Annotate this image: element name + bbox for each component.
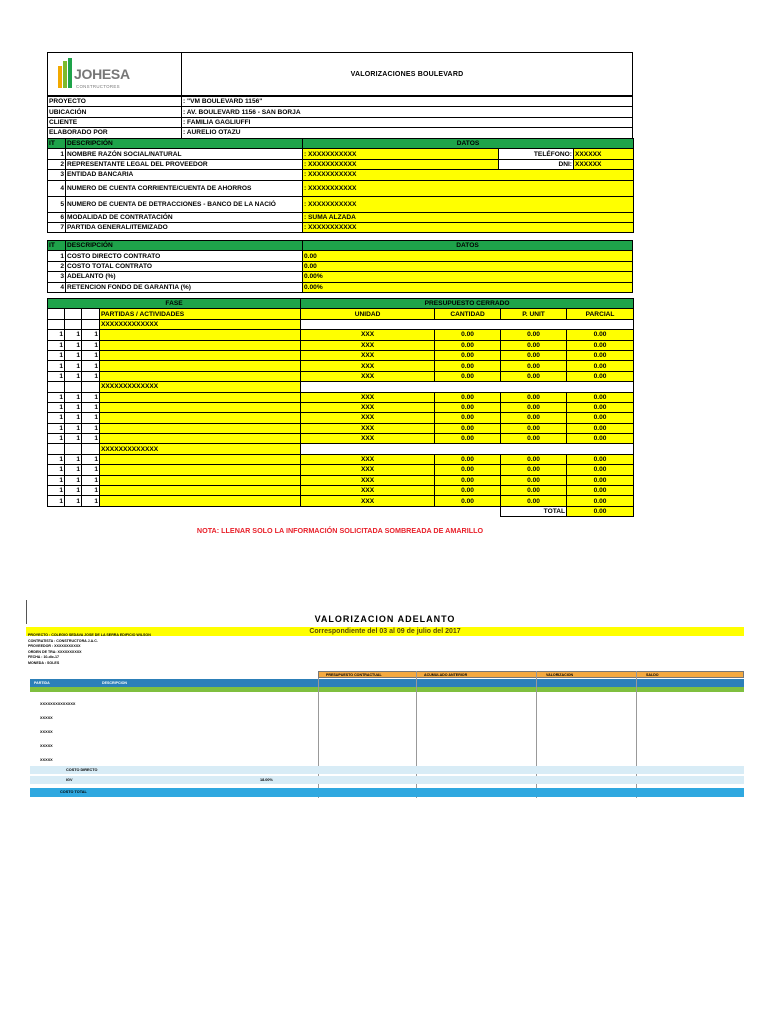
row-punit: 0.00 (501, 361, 567, 371)
row-unidad: XXX (301, 340, 435, 350)
report-title: VALORIZACIONES BOULEVARD (350, 71, 464, 78)
row-level-a: 1 (48, 465, 65, 475)
row-punit: 0.00 (501, 423, 567, 433)
contract-table (47, 240, 633, 293)
row-cantidad: 0.00 (435, 434, 501, 444)
summary-row-band (30, 776, 744, 784)
company-logo (48, 53, 182, 96)
row-level-b: 1 (65, 330, 82, 340)
group-header-label: PRESUPUESTO CONTRACTUAL (326, 673, 382, 677)
col-datos: DATOS (303, 241, 633, 251)
row-level-b: 1 (65, 340, 82, 350)
row-level-a: 1 (48, 434, 65, 444)
row-level-b: 1 (65, 454, 82, 464)
info-value: : AV. BOULEVARD 1156 - SAN BORJA (182, 107, 633, 117)
row-unidad: XXX (301, 465, 435, 475)
row-punit: 0.00 (501, 413, 567, 423)
group-header-label: ACUMULADO ANTERIOR (424, 673, 468, 677)
row-level-b: 1 (65, 434, 82, 444)
budget-group-row (48, 382, 634, 392)
row-level-c: 1 (82, 413, 100, 423)
sheet2-meta-line: ORDEN DE TRA: XXXXXXXXXX (28, 649, 82, 654)
row-level-a: 1 (48, 371, 65, 381)
row-parcial: 0.00 (567, 392, 634, 402)
provider-table (47, 138, 634, 233)
empty-cell (82, 309, 100, 319)
budget-row (48, 486, 634, 496)
row-value: 0.00% (303, 272, 633, 282)
row-extra-value: XXXXXX (574, 159, 634, 169)
empty-cell (65, 382, 82, 392)
row-description: COSTO TOTAL CONTRATO (66, 261, 303, 271)
row-level-c: 1 (82, 330, 100, 340)
sheet2-meta-line: PROVEEDOR : XXXXXXXXXXX (28, 644, 81, 649)
sheet2-meta-line: MONEDA : SOLES (28, 661, 60, 665)
sheet2-row-label: XXXXX (40, 744, 53, 748)
col-descripcion: DESCRIPCIÓN (66, 241, 303, 251)
empty-cell (48, 382, 65, 392)
row-partida (100, 330, 301, 340)
col-it: IT (48, 241, 66, 251)
row-partida (100, 434, 301, 444)
empty-cell (48, 444, 65, 454)
row-partida (100, 413, 301, 423)
row-level-a: 1 (48, 361, 65, 371)
row-partida (100, 361, 301, 371)
budget-row (48, 392, 634, 402)
summary-igv-value: 18.00% (260, 778, 273, 782)
row-partida (100, 465, 301, 475)
sheet2-row-label: XXXXX (40, 716, 53, 720)
contract-row (48, 251, 633, 261)
empty-cell (65, 319, 82, 329)
summary-costo-directo: COSTO DIRECTO (66, 768, 98, 772)
row-cantidad: 0.00 (435, 486, 501, 496)
row-unidad: XXX (301, 496, 435, 506)
row-description: NUMERO DE CUENTA DE DETRACCIONES - BANCO DE LA NACIÓ (66, 196, 303, 212)
row-cantidad: 0.00 (435, 496, 501, 506)
summary-igv: IGV (66, 778, 73, 782)
col-descripcion: DESCRIPCIÓN (66, 139, 303, 149)
row-level-c: 1 (82, 340, 100, 350)
row-unidad: XXX (301, 423, 435, 433)
col-parcial: PARCIAL (567, 309, 634, 319)
sheet2-meta-line: FECHA : 10-dic-17 (28, 655, 60, 660)
row-unidad: XXX (301, 402, 435, 412)
row-value: : XXXXXXXXXXX (303, 159, 499, 169)
row-cantidad: 0.00 (435, 475, 501, 485)
row-number: 2 (48, 261, 66, 271)
contract-row (48, 272, 633, 282)
row-parcial: 0.00 (567, 361, 634, 371)
info-value: : AURELIO OTAZU (182, 128, 633, 138)
row-unidad: XXX (301, 392, 435, 402)
row-level-b: 1 (65, 392, 82, 402)
row-unidad: XXX (301, 413, 435, 423)
row-level-c: 1 (82, 423, 100, 433)
row-level-a: 1 (48, 454, 65, 464)
row-level-a: 1 (48, 350, 65, 360)
row-punit: 0.00 (501, 402, 567, 412)
row-value: 0.00% (303, 282, 633, 292)
row-punit: 0.00 (501, 350, 567, 360)
info-label: ELABORADO POR (48, 128, 182, 138)
budget-row (48, 465, 634, 475)
budget-row (48, 423, 634, 433)
row-unidad: XXX (301, 371, 435, 381)
row-parcial: 0.00 (567, 486, 634, 496)
row-level-a: 1 (48, 475, 65, 485)
empty-cell (301, 319, 634, 329)
row-parcial: 0.00 (567, 465, 634, 475)
row-partida (100, 392, 301, 402)
row-level-c: 1 (82, 402, 100, 412)
budget-row (48, 402, 634, 412)
row-partida (100, 340, 301, 350)
empty-cell (301, 444, 634, 454)
contract-row (48, 282, 633, 292)
row-unidad: XXX (301, 361, 435, 371)
sheet2-subtitle: Correspondiente del 03 al 09 de julio del 2017 (26, 627, 744, 636)
row-number: 4 (48, 282, 66, 292)
row-unidad: XXX (301, 475, 435, 485)
budget-total-row (48, 506, 634, 516)
row-number: 7 (48, 222, 66, 232)
row-level-b: 1 (65, 423, 82, 433)
row-level-a: 1 (48, 330, 65, 340)
row-punit: 0.00 (501, 486, 567, 496)
row-punit: 0.00 (501, 392, 567, 402)
row-level-a: 1 (48, 392, 65, 402)
summary-costo-total: COSTO TOTAL (60, 790, 87, 794)
row-value: : XXXXXXXXXXX (303, 222, 634, 232)
row-punit: 0.00 (501, 454, 567, 464)
row-level-a: 1 (48, 423, 65, 433)
total-value: 0.00 (567, 506, 634, 516)
row-level-a: 1 (48, 402, 65, 412)
row-cantidad: 0.00 (435, 371, 501, 381)
row-level-b: 1 (65, 475, 82, 485)
valorizacion-sheet (26, 600, 744, 800)
row-value: 0.00 (303, 261, 633, 271)
row-level-c: 1 (82, 392, 100, 402)
row-description: PARTIDA GENERAL/ITEMIZADO (66, 222, 303, 232)
row-description: RETENCION FONDO DE GARANTIA (%) (66, 282, 303, 292)
provider-row (48, 222, 634, 232)
empty-cell (301, 382, 634, 392)
row-cantidad: 0.00 (435, 402, 501, 412)
total-label: TOTAL (501, 506, 567, 516)
row-value: : XXXXXXXXXXX (303, 180, 634, 196)
provider-row (48, 180, 634, 196)
row-level-c: 1 (82, 465, 100, 475)
row-level-b: 1 (65, 371, 82, 381)
row-punit: 0.00 (501, 330, 567, 340)
row-level-b: 1 (65, 496, 82, 506)
row-number: 5 (48, 196, 66, 212)
row-level-b: 1 (65, 350, 82, 360)
budget-row (48, 434, 634, 444)
row-unidad: XXX (301, 454, 435, 464)
budget-row (48, 475, 634, 485)
row-value: : XXXXXXXXXXX (303, 149, 499, 159)
row-level-c: 1 (82, 361, 100, 371)
empty-cell (65, 444, 82, 454)
row-cantidad: 0.00 (435, 465, 501, 475)
budget-row (48, 330, 634, 340)
budget-subheader-row (48, 309, 634, 319)
row-cantidad: 0.00 (435, 413, 501, 423)
row-level-b: 1 (65, 413, 82, 423)
row-level-c: 1 (82, 475, 100, 485)
row-punit: 0.00 (501, 371, 567, 381)
row-value: : XXXXXXXXXXX (303, 170, 634, 180)
row-partida (100, 371, 301, 381)
row-extra-label: TELÉFONO: (499, 149, 574, 159)
instruction-note: NOTA: LLENAR SOLO LA INFORMACIÓN SOLICITADA SOMBREADA DE AMARILLO (196, 526, 484, 535)
info-row (48, 117, 633, 127)
row-number: 4 (48, 180, 66, 196)
col-partidas: PARTIDAS / ACTIVIDADES (100, 309, 301, 319)
row-parcial: 0.00 (567, 423, 634, 433)
empty-cell (82, 382, 100, 392)
row-description: COSTO DIRECTO CONTRATO (66, 251, 303, 261)
row-extra-label: DNI: (499, 159, 574, 169)
budget-row (48, 361, 634, 371)
row-description: NUMERO DE CUENTA CORRIENTE/CUENTA DE AHORROS (66, 180, 303, 196)
row-parcial: 0.00 (567, 454, 634, 464)
row-level-c: 1 (82, 371, 100, 381)
sheet2-row-label: XXXXX (40, 730, 53, 734)
row-punit: 0.00 (501, 434, 567, 444)
group-header-label: VALORIZACION (546, 673, 574, 677)
col-punit: P. UNIT (501, 309, 567, 319)
budget-table (47, 298, 634, 517)
sheet2-row-label: XXXXX (40, 758, 53, 762)
row-punit: 0.00 (501, 475, 567, 485)
empty-cell (82, 444, 100, 454)
info-value: : FAMILIA GAGLIUFFI (182, 117, 633, 127)
empty-cell (48, 506, 501, 516)
row-cantidad: 0.00 (435, 361, 501, 371)
row-description: REPRESENTANTE LEGAL DEL PROVEEDOR (66, 159, 303, 169)
report-header (47, 52, 633, 96)
info-value: : "VM BOULEVARD 1156" (182, 97, 633, 107)
row-description: ENTIDAD BANCARIA (66, 170, 303, 180)
row-number: 3 (48, 170, 66, 180)
row-extra-value: XXXXXX (574, 149, 634, 159)
row-cantidad: 0.00 (435, 340, 501, 350)
row-parcial: 0.00 (567, 402, 634, 412)
row-level-b: 1 (65, 402, 82, 412)
budget-row (48, 413, 634, 423)
row-description: MODALIDAD DE CONTRATACIÓN (66, 212, 303, 222)
col-unidad: UNIDAD (301, 309, 435, 319)
row-partida (100, 486, 301, 496)
row-number: 6 (48, 212, 66, 222)
col-datos: DATOS (303, 139, 634, 149)
row-cantidad: 0.00 (435, 454, 501, 464)
provider-row (48, 159, 634, 169)
empty-cell (48, 309, 65, 319)
row-value: 0.00 (303, 251, 633, 261)
row-partida (100, 496, 301, 506)
row-punit: 0.00 (501, 496, 567, 506)
row-level-b: 1 (65, 486, 82, 496)
provider-header-row (48, 139, 634, 149)
info-row (48, 97, 633, 107)
row-partida (100, 423, 301, 433)
provider-row (48, 170, 634, 180)
info-row (48, 107, 633, 117)
row-partida (100, 454, 301, 464)
provider-row (48, 196, 634, 212)
row-parcial: 0.00 (567, 340, 634, 350)
group-title: XXXXXXXXXXXXX (100, 319, 301, 329)
budget-row (48, 496, 634, 506)
row-unidad: XXX (301, 330, 435, 340)
col-cantidad: CANTIDAD (435, 309, 501, 319)
contract-header-row (48, 241, 633, 251)
row-level-a: 1 (48, 413, 65, 423)
row-cantidad: 0.00 (435, 350, 501, 360)
row-level-b: 1 (65, 465, 82, 475)
group-title: XXXXXXXXXXXXX (100, 444, 301, 454)
row-cantidad: 0.00 (435, 423, 501, 433)
row-level-b: 1 (65, 361, 82, 371)
row-level-c: 1 (82, 434, 100, 444)
row-punit: 0.00 (501, 340, 567, 350)
budget-row (48, 371, 634, 381)
row-number: 1 (48, 251, 66, 261)
row-parcial: 0.00 (567, 371, 634, 381)
row-number: 2 (48, 159, 66, 169)
row-unidad: XXX (301, 486, 435, 496)
row-parcial: 0.00 (567, 330, 634, 340)
summary-row-band (30, 766, 744, 774)
row-unidad: XXX (301, 434, 435, 444)
row-level-c: 1 (82, 454, 100, 464)
budget-row (48, 340, 634, 350)
logo-mark-icon (58, 58, 74, 90)
col-it: IT (48, 139, 66, 149)
row-parcial: 0.00 (567, 350, 634, 360)
row-value: : SUMA ALZADA (303, 212, 634, 222)
budget-group-row (48, 319, 634, 329)
budget-row (48, 454, 634, 464)
row-partida (100, 402, 301, 412)
row-parcial: 0.00 (567, 413, 634, 423)
row-level-a: 1 (48, 486, 65, 496)
row-parcial: 0.00 (567, 475, 634, 485)
contract-row (48, 261, 633, 271)
budget-header-row (48, 299, 634, 309)
sheet2-title: VALORIZACION ADELANTO (314, 614, 456, 624)
info-row (48, 128, 633, 138)
sheet2-meta-line: PROYECTO : COLEGIO SEDAVA JOSE DE LA SERRA EDIFICIO WILSON (28, 633, 151, 637)
project-info-table (47, 96, 633, 139)
row-description: ADELANTO (%) (66, 272, 303, 282)
budget-group-row (48, 444, 634, 454)
col-presupuesto-cerrado: PRESUPUESTO CERRADO (301, 299, 634, 309)
logo-subtext: CONSTRUCTORES (76, 84, 120, 89)
row-parcial: 0.00 (567, 434, 634, 444)
info-label: PROYECTO (48, 97, 182, 107)
info-label: UBICACIÓN (48, 107, 182, 117)
row-level-a: 1 (48, 496, 65, 506)
row-unidad: XXX (301, 350, 435, 360)
empty-cell (82, 319, 100, 329)
row-cantidad: 0.00 (435, 330, 501, 340)
col-descripcion: DESCRIPCION (102, 681, 127, 685)
row-level-c: 1 (82, 486, 100, 496)
row-level-a: 1 (48, 340, 65, 350)
provider-row (48, 212, 634, 222)
row-number: 3 (48, 272, 66, 282)
info-label: CLIENTE (48, 117, 182, 127)
summary-total-band (30, 788, 744, 797)
sheet2-meta-line: CONTRATISTA : CONSTRUCTORA J.A.C. (28, 638, 98, 643)
row-partida (100, 475, 301, 485)
row-level-c: 1 (82, 350, 100, 360)
sheet2-row-label: XXXXXXXXXXXXXX (40, 702, 76, 706)
col-fase: FASE (48, 299, 301, 309)
empty-cell (65, 309, 82, 319)
row-partida (100, 350, 301, 360)
row-parcial: 0.00 (567, 496, 634, 506)
col-partida: PARTIDA (34, 681, 50, 685)
logo-text: JOHESA (74, 66, 130, 82)
row-value: : XXXXXXXXXXX (303, 196, 634, 212)
row-cantidad: 0.00 (435, 392, 501, 402)
empty-cell (48, 319, 65, 329)
row-number: 1 (48, 149, 66, 159)
group-title: XXXXXXXXXXXXX (100, 382, 301, 392)
group-header-label: SALDO (646, 673, 659, 677)
row-level-c: 1 (82, 496, 100, 506)
row-description: NOMBRE RAZÓN SOCIAL/NATURAL (66, 149, 303, 159)
row-punit: 0.00 (501, 465, 567, 475)
budget-row (48, 350, 634, 360)
provider-row (48, 149, 634, 159)
